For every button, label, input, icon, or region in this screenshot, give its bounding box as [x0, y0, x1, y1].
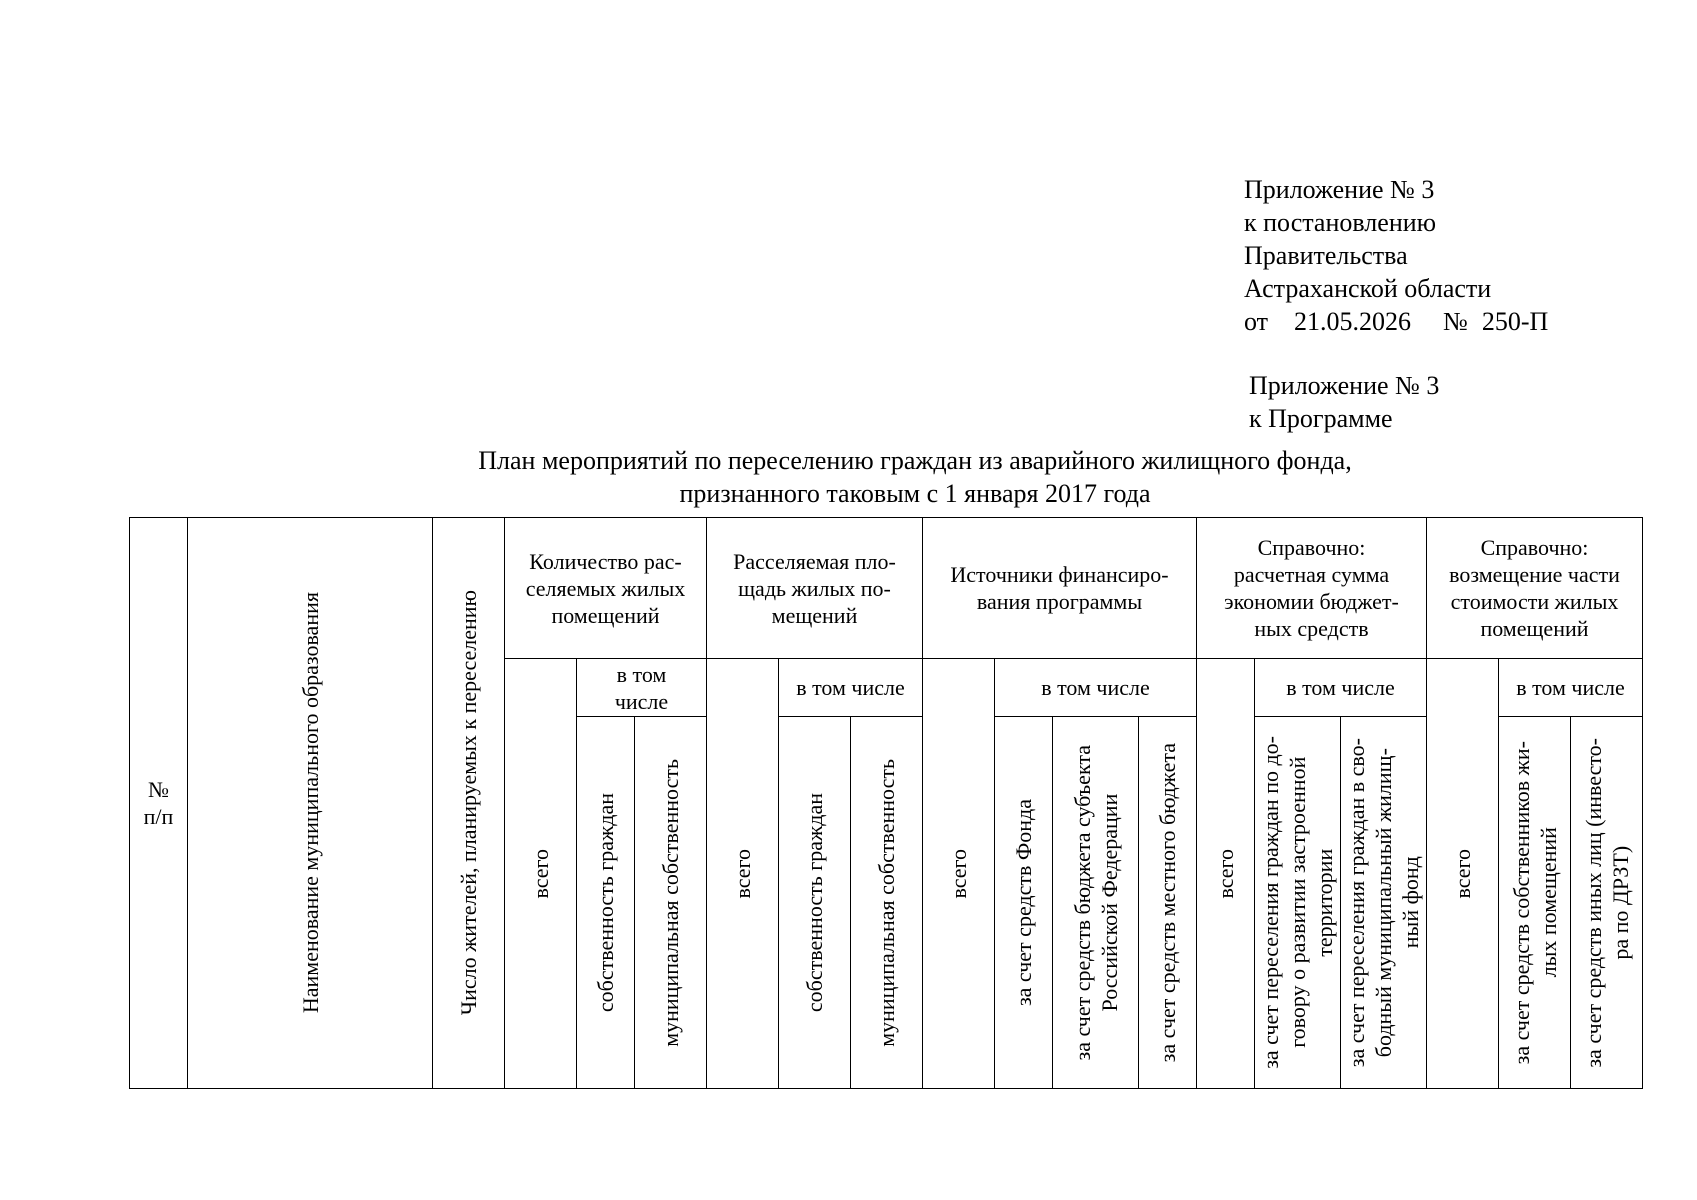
funding-fund: за счет средств Фонда [995, 717, 1053, 1089]
annex-line: Приложение № 3 [1249, 371, 1440, 400]
resolution-number: 250-П [1481, 307, 1549, 336]
economy-total: всего [1197, 659, 1255, 1089]
premises-municipal: муниципальная собственность [635, 717, 707, 1089]
title-line: План мероприятий по переселению граждан из аварийного жилищного фонда, [478, 446, 1352, 475]
annex-line: Приложение № 3 [1244, 175, 1435, 204]
funding-local-budget: за счет средств местного бюджета [1139, 717, 1197, 1089]
economy-incl: в том числе [1255, 659, 1427, 717]
premises-incl: в том числе [577, 659, 707, 717]
group-funding: Источники финансиро- вания программы [923, 518, 1197, 659]
compensation-incl: в том числе [1499, 659, 1643, 717]
funding-incl: в том числе [995, 659, 1197, 717]
area-incl: в том числе [779, 659, 923, 717]
annex-line: Правительства [1244, 241, 1408, 270]
plan-table-header [129, 517, 1643, 1089]
col-municipality: Наименование муниципального образования [188, 518, 433, 1089]
funding-subject-budget: за счет средств бюджета субъекта Российской Федерации [1053, 717, 1139, 1089]
economy-dev-contract: за счет переселения граждан по до- говору о развитии застроенной территории [1255, 717, 1341, 1089]
area-citizens: собственность граждан [779, 717, 851, 1089]
premises-total: всего [505, 659, 577, 1089]
compensation-other: за счет средств иных лиц (инвесто- ра по ДРЗТ) [1571, 717, 1643, 1089]
group-area: Расселяемая пло- щадь жилых по- мещений [707, 518, 923, 659]
annex-program [1249, 369, 1439, 435]
area-total: всего [707, 659, 779, 1089]
group-premises-count: Количество рас- селяемых жилых помещений [505, 518, 707, 659]
col-residents: Число жителей, планируемых к переселению [433, 518, 505, 1089]
page-title [0, 444, 1697, 510]
premises-citizens: собственность граждан [577, 717, 635, 1089]
group-compensation: Справочно: возмещение части стоимости жилых помещений [1427, 518, 1643, 659]
annex-line: Астраханской области [1244, 274, 1492, 303]
economy-free-fund: за счет переселения граждан в сво- бодный муниципальный жилищ- ный фонд [1341, 717, 1427, 1089]
group-economy: Справочно: расчетная сумма экономии бюджет- ных средств [1197, 518, 1427, 659]
annex-line: к постановлению [1244, 208, 1437, 237]
annex-date-line [1244, 305, 1548, 338]
compensation-owners: за счет средств собственников жи- лых помещений [1499, 717, 1571, 1089]
compensation-total: всего [1427, 659, 1499, 1089]
resolution-date: 21.05.2026 [1294, 307, 1412, 336]
funding-total: всего [923, 659, 995, 1089]
title-line: признанного таковым с 1 января 2017 года [679, 479, 1151, 508]
number-sign: № [1443, 307, 1468, 336]
annex-line: к Программе [1249, 404, 1393, 433]
annex-resolution [1244, 173, 1548, 338]
area-municipal: муниципальная собственность [851, 717, 923, 1089]
col-number: № п/п [130, 518, 188, 1089]
date-prefix: от [1244, 307, 1269, 336]
